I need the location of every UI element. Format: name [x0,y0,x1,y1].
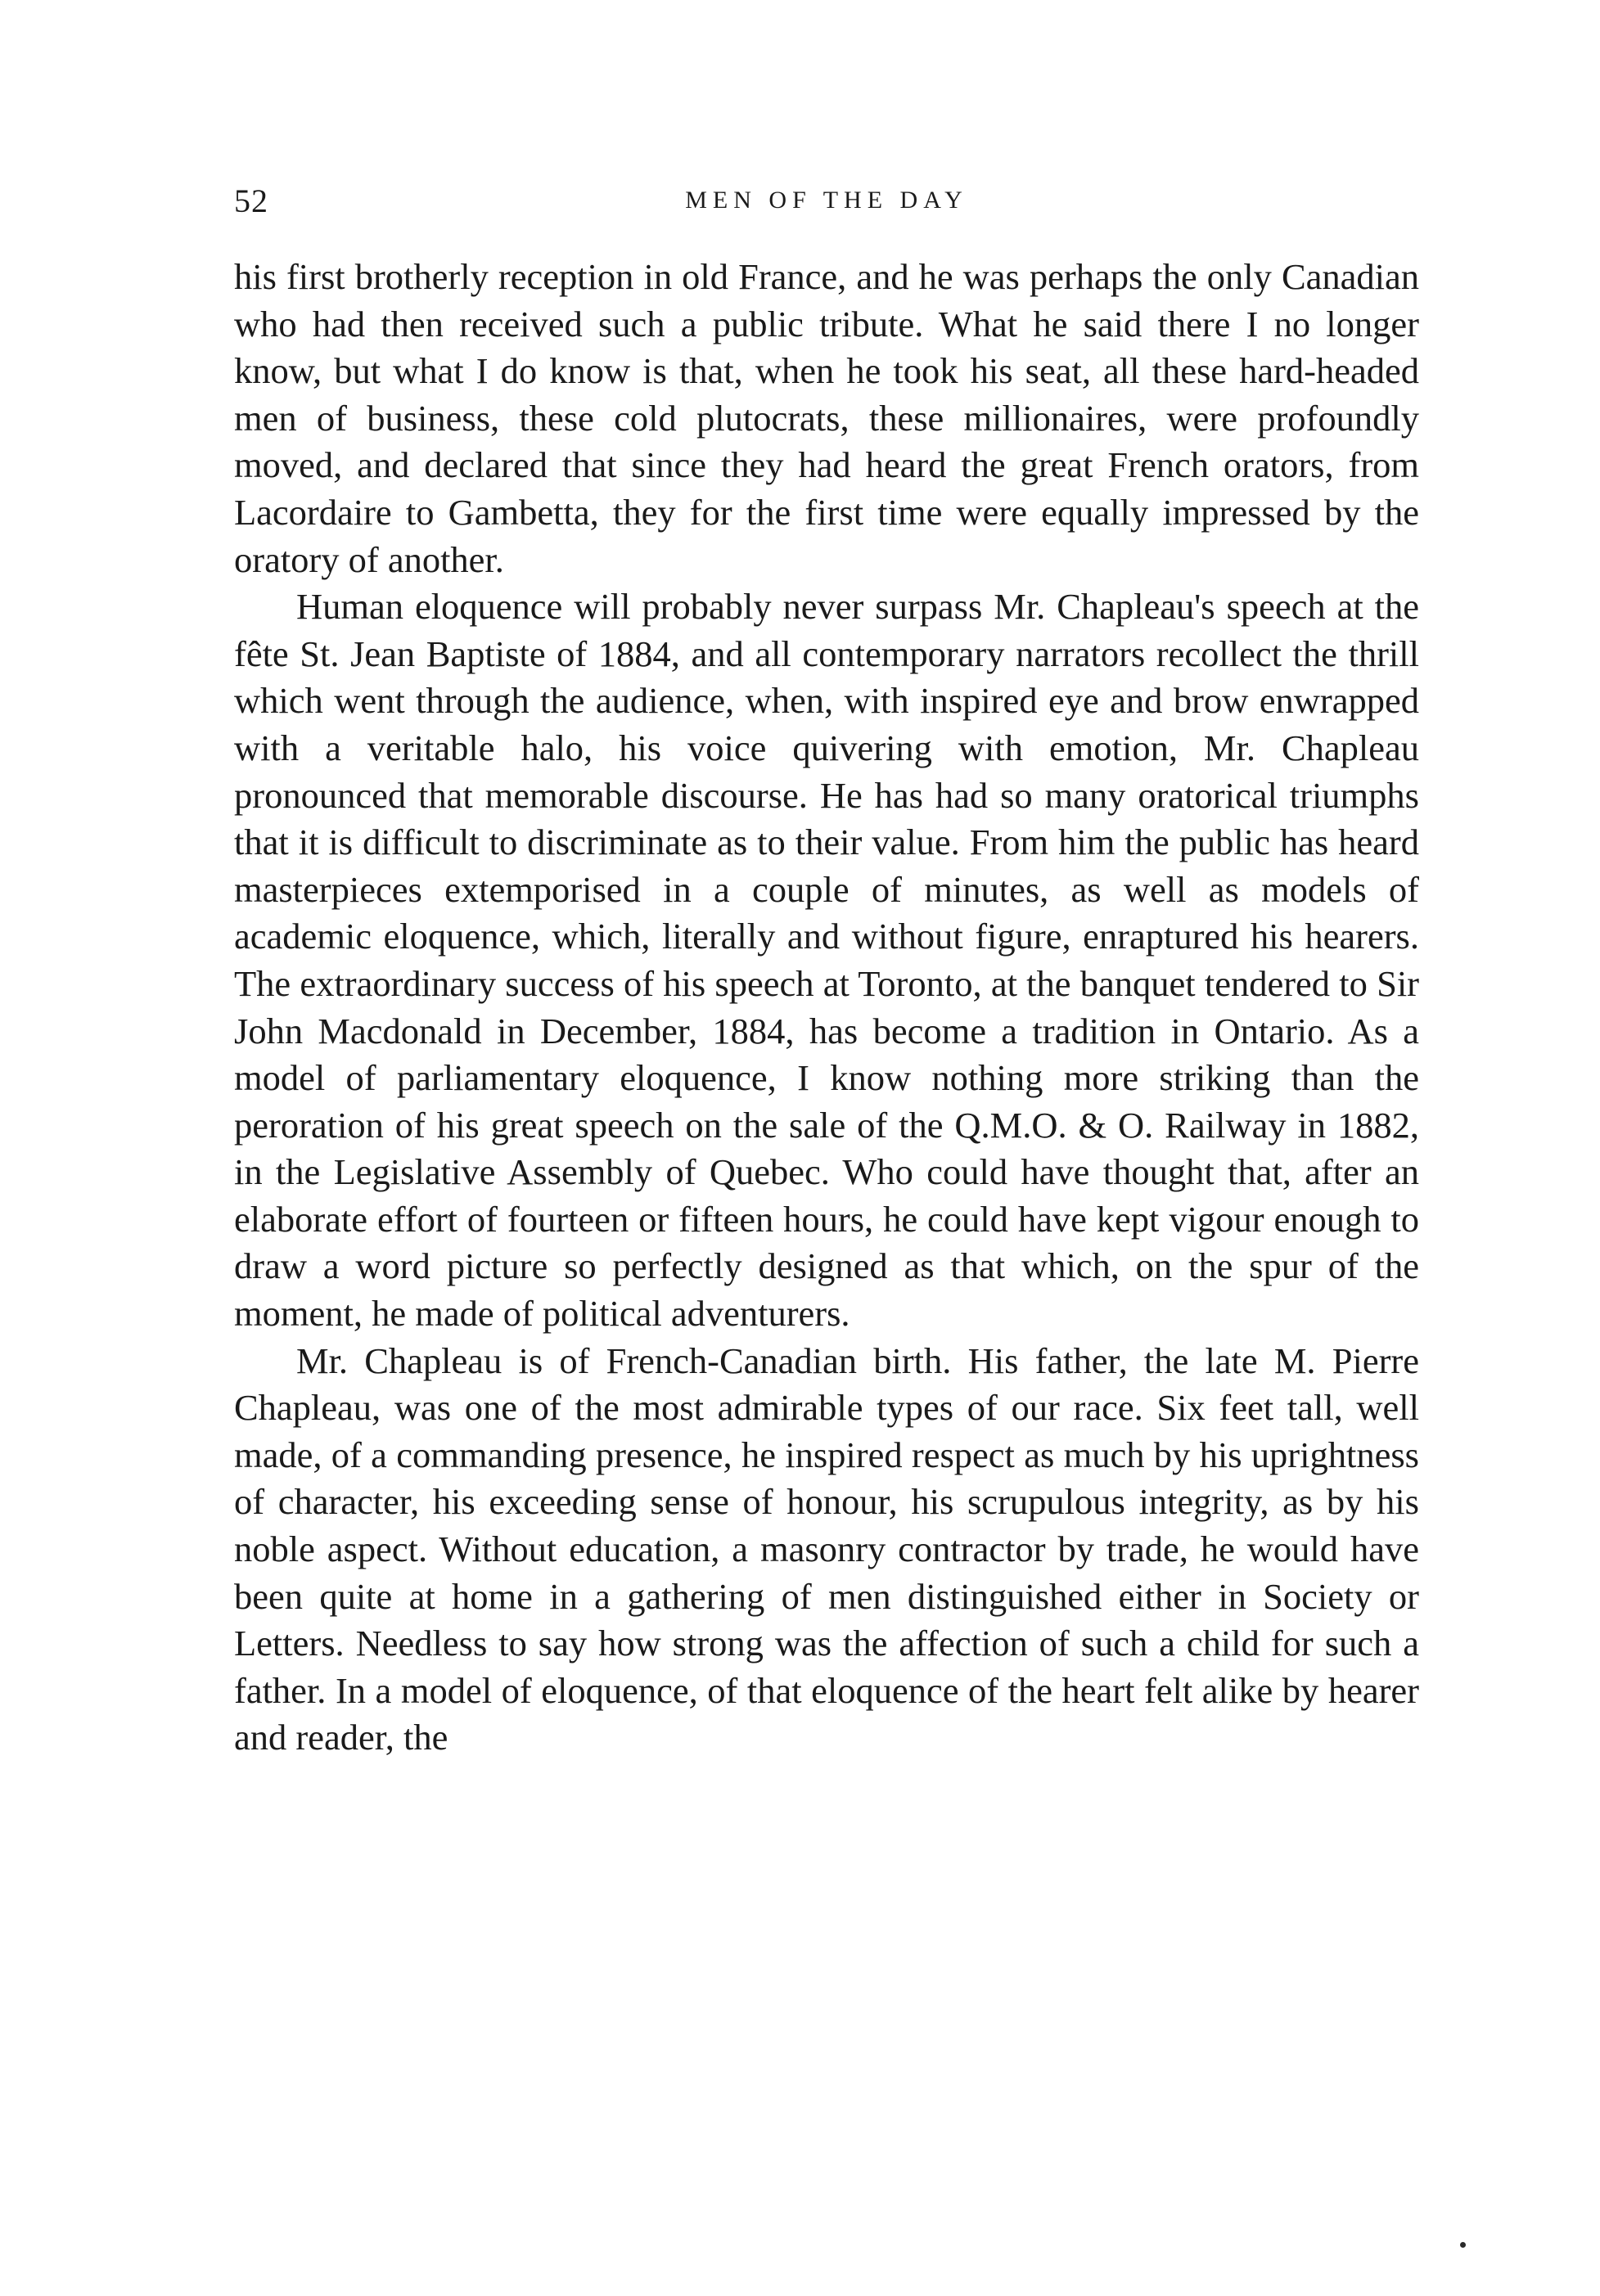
body-text [234,254,1419,1762]
paragraph-continuation: his first brotherly reception in old France, and he was perhaps the only Canadian who had then received such a public tribute. What he said there I no longer know, but what I do know is that, when he took his seat, all these hard-headed men of business, these cold plutocrats, these millionaires, were profoundly moved, and declared that since they had heard the great French orators, from Lacordaire to Gambetta, they for the first time were equally impressed by the oratory of another. [234,256,1419,580]
page-number: 52 [234,182,268,219]
running-head-title: MEN OF THE DAY [685,187,968,214]
paragraph-eloquence: Human eloquence will probably never surpass Mr. Chapleau's speech at the fête St. Jean Baptiste of 1884, and all contemporary narrators recollect the thrill which went through the audience, when, with inspired eye and brow enwrapped with a veritable halo, his voice quivering with emotion, Mr. Chapleau pronounced that memorable discourse. He has had so many oratorical triumphs that it is difficult to discriminate as to their value. From him the public has heard masterpieces extemporised in a couple of minutes, as well as models of academic eloquence, which, literally and without figure, enraptured his hearers. The extraordinary success of his speech at Toronto, at the banquet tendered to Sir John Macdonald in December, 1884, has become a tradition in Ontario. As a model of parliamentary eloquence, I know nothing more striking than the peroration of his great speech on the sale of the Q.M.O. & O. Railway in 1882, in the Legislative Assembly of Quebec. Who could have thought that, after an elaborate effort of fourteen or fifteen hours, he could have kept vigour enough to draw a word picture so perfectly designed as that which, on the spur of the moment, he made of political adventurers. [234,586,1419,1335]
ink-speck [1460,2242,1466,2248]
running-head [234,182,1419,231]
paragraph-birth: Mr. Chapleau is of French-Canadian birth. His father, the late M. Pierre Chapleau, was one of the most admirable types of our race. Six feet tall, well made, of a commanding presence, he inspired respect as much by his uprightness of character, his exceeding sense of honour, his scrupulous integrity, as by his noble aspect. Without education, a masonry contractor by trade, he would have been quite at home in a gathering of men distinguished either in Society or Letters. Needless to say how strong was the affection of such a child for such a father. In a model of eloquence, of that eloquence of the heart felt alike by hearer and reader, the [234,1339,1419,1758]
